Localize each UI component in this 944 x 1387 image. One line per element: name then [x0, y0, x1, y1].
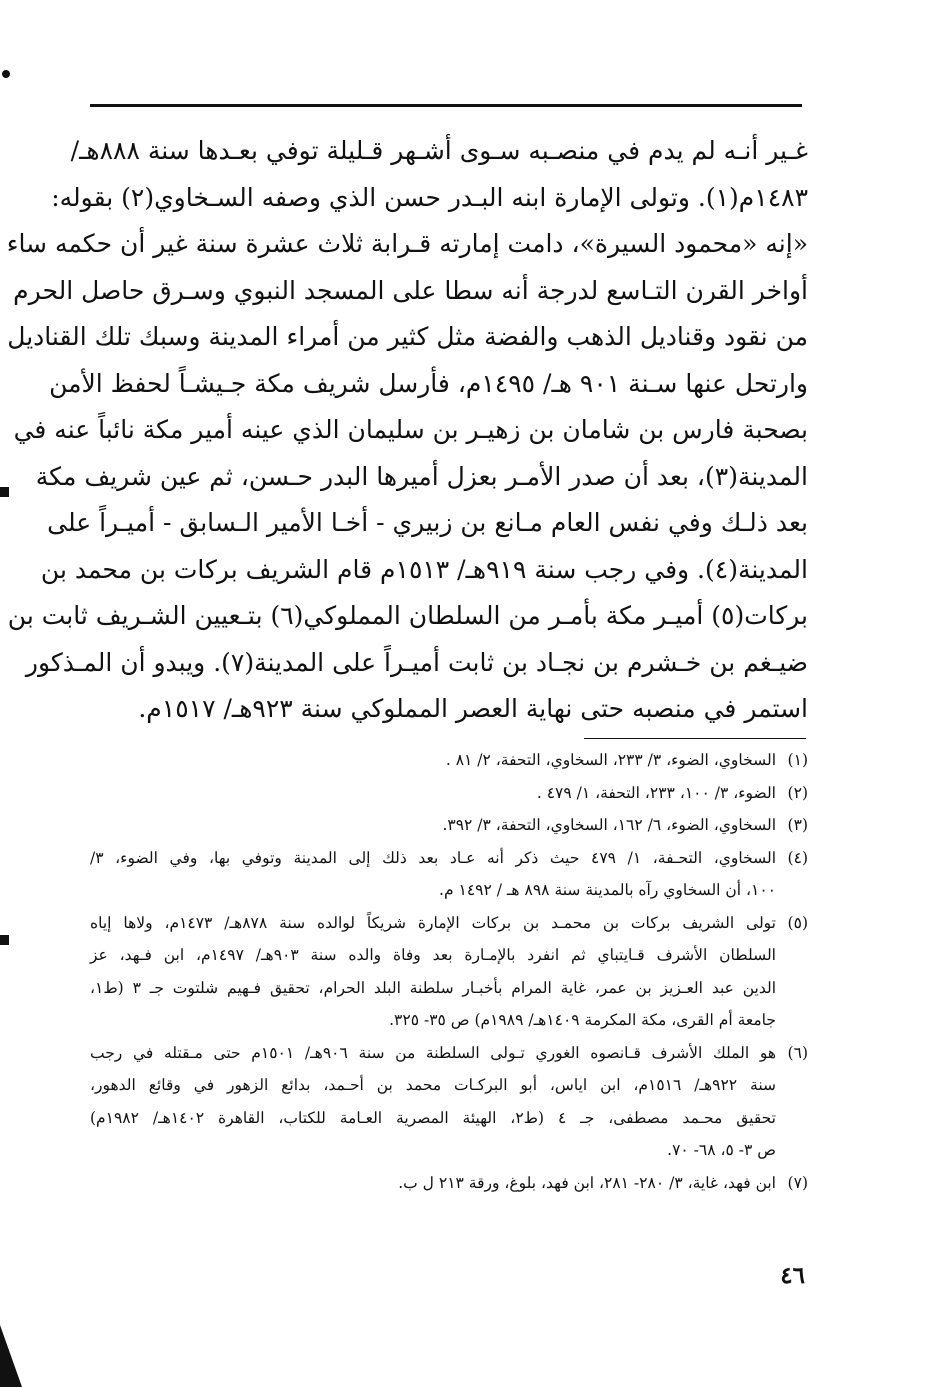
text-line: «إنه «محمود السيرة»، دامت إمارته قـرابة ثلاث عشرة سنة غير أن حكمه ساء — [6, 229, 808, 258]
footnote-line: تولى الشريف بركات بن محمـد بن بركات الإمارة شريكاً لوالده سنة ٨٧٨هـ/ ١٤٧٣م، ولاها إياه — [90, 913, 776, 932]
scan-mark — [2, 70, 10, 78]
footnote-separator — [584, 738, 806, 739]
footnote-number: (١) — [787, 751, 808, 769]
text-line: المدينة(٤). وفي رجب سنة ٩١٩هـ/ ١٥١٣م قام الشريف بركات بن محمد بن — [40, 554, 808, 584]
text-line: استمر في منصبه حتى نهاية العصر المملوكي سنة ٩٢٣هـ/ ١٥١٧م. — [138, 694, 808, 723]
footnote — [90, 1037, 808, 1167]
footnote-number: (٦) — [787, 1043, 808, 1062]
footnote-line: السخاوي، الضوء، ٦/ ١٦٢، السخاوي، التحفة، ٣/ ٣٩٢. — [442, 816, 776, 834]
text-line: المدينة(٣)، بعد أن صدر الأمـر بعزل أميرها البدر حـسن، ثم عين شريف مكة — [35, 461, 808, 491]
footnote-line: ابن فهد، غاية، ٣/ ٢٨٠- ٢٨١، ابن فهد، بلوغ، ورقة ٢١٣ ل ب. — [398, 1173, 776, 1192]
footnote-line: الضوء، ٣/ ١٠٠، ٢٣٣، التحفة، ١/ ٤٧٩ . — [536, 783, 776, 802]
footnote-line: تحقيق محـمد مصطفى، جـ ٤ (ط٢، الهيئة المصرية العـامة للكتاب، القاهرة ١٤٠٢هـ/ ١٩٨٢م) — [90, 1108, 776, 1127]
footnote-line: هو الملك الأشرف قـانصوه الغوري تـولى السلطنة من سنة ٩٠٦هـ/ ١٥٠١م حتى مـقتله في رجب — [90, 1043, 776, 1062]
footnote — [90, 907, 808, 1037]
footnote-line: السلطان الأشرف قـايتباي ثم انفرد بالإمـارة بعد وفاة والده سنة ٩٠٣هـ/ ١٤٩٧م، ابن فـهد، عز — [90, 946, 776, 964]
text-line: بركات(٥) أميـر مكة بأمـر من السلطان المملوكي(٦) بتـعيين الشـريف ثابت بن — [7, 601, 808, 630]
text-line: بعد ذلـك وفي نفس العام مـانع بن زبيري - أخـا الأمير الـسابق - أميـراً على — [47, 508, 808, 537]
text-line: ضيـغم بن خـشرم بن نجـاد بن ثابت أميـراً على المدينة(٧). ويبدو أن المـذكور — [25, 647, 808, 677]
footnote-number: (٢) — [787, 783, 808, 802]
footnote — [90, 1167, 808, 1200]
footnote — [90, 777, 808, 810]
main-text — [6, 128, 808, 733]
text-line: وارتحل عنها سـنة ٩٠١ هـ/ ١٤٩٥م، فأرسل شريف مكة جـيشـاً لحفظ الأمن — [49, 368, 808, 398]
footnote-line: ١٠٠، أن السخاوي رآه بالمدينة سنة ٨٩٨ هـ / ١٤٩٢ م. — [439, 881, 776, 899]
footnote — [90, 842, 808, 907]
footnote-line: سنة ٩٢٢هـ/ ١٥١٦م، ابن اياس، أبو البركـات محمد بن أحـمد، بدائع الزهور في وقائع الدهور، — [90, 1076, 776, 1094]
header-rule — [90, 104, 802, 107]
footnotes — [90, 744, 808, 1199]
text-line: ١٤٨٣م(١). وتولى الإمارة ابنه البـدر حسن الذي وصفه السـخاوي(٢) بقوله: — [51, 182, 808, 212]
text-line: من نقود وقناديل الذهب والفضة مثل كثير من أمراء المدينة وسبك تلك القناديل — [7, 322, 808, 351]
text-line: أواخر القرن التـاسع لدرجة أنه سطا على المسجد النبوي وسـرق حاصل الحرم — [13, 275, 808, 305]
footnote-number: (٥) — [787, 913, 808, 932]
footnote-line: جامعة أم القرى، مكة المكرمة ١٤٠٩هـ/ ١٩٨٩م) ص ٣٥- ٣٢٥. — [389, 1011, 776, 1029]
footnote — [90, 809, 808, 842]
footnote-line: ص ٣- ٥، ٦٨- ٧٠. — [667, 1141, 776, 1159]
scan-corner-mark — [0, 1325, 22, 1387]
footnote-number: (٤) — [787, 848, 808, 867]
page-number: ٤٦ — [780, 1262, 805, 1289]
footnote-line: الدين عبد العـزيز بن عمر، غاية المرام بأخبـار سلطنة البلد الحرام، تحقيق فـهيم شلتوت جـ ٣ (ط١، — [90, 978, 777, 997]
footnote-number: (٧) — [787, 1173, 808, 1192]
text-line: غـير أنـه لم يدم في منصـبه سـوى أشـهر قـليلة توفي بعـدها سنة ٨٨٨هـ/ — [70, 136, 808, 165]
text-line: بصحبة فارس بن شامان بن زهيـر بن سليمان الذي عينه أمير مكة نائباً عنه في — [13, 415, 808, 444]
footnote-number: (٣) — [787, 816, 808, 834]
scan-mark — [0, 487, 9, 497]
scan-mark — [0, 935, 9, 945]
footnote-line: السخاوي، الضوء، ٣/ ٢٣٣، السخاوي، التحفة، ٢/ ٨١ . — [445, 751, 776, 769]
footnote-line: السخاوي، التحـفة، ١/ ٤٧٩ حيث ذكر أنه عـاد بعد ذلك إلى المدينة وتوفي بها، وفي الضوء، ٣/ — [90, 848, 776, 867]
footnote — [90, 744, 808, 777]
